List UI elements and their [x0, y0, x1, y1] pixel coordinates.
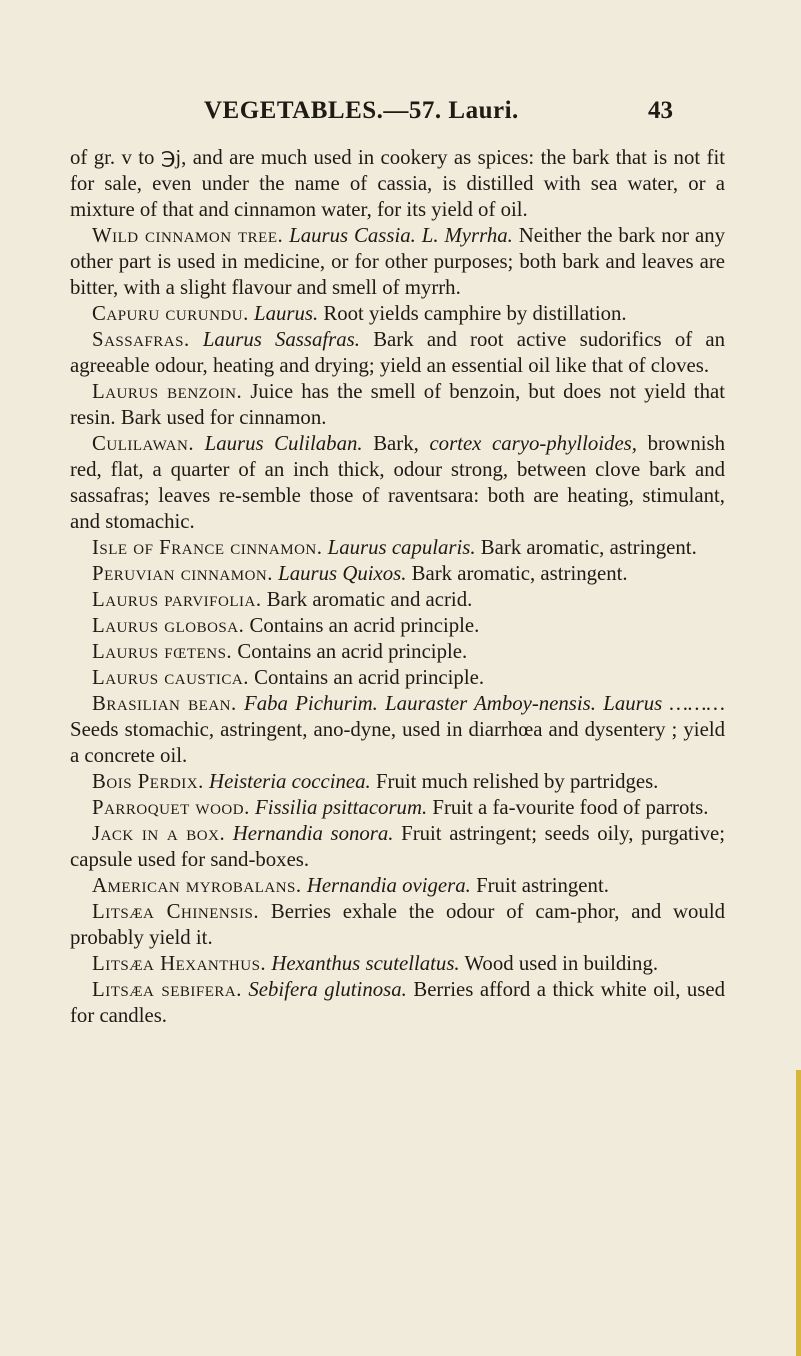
entry-text: Berries exhale the odour of cam-phor, and would probably yield it. — [70, 900, 726, 949]
entry-litsaea-hexanthus — [70, 951, 725, 977]
entry-text: Neither the bark nor any other part is used in medicine, or for other purposes; both bark and leaves are bitter, with a slight flavour and smell of myrrh. — [70, 224, 725, 299]
entry-name: Litsæa Hexanthus. — [92, 952, 267, 975]
entry-name: Laurus benzoin. — [92, 380, 243, 403]
entry-text: Bark aromatic and acrid. — [266, 588, 473, 611]
page-header — [0, 97, 801, 133]
entry-text-after: brownish red, flat, a quarter of an inch thick, odour strong, between clove bark and sassafras; leaves re-semble those of raventsara: both are heating, stimulant, and stomachic. — [70, 432, 725, 533]
entry-parroquet-wood — [70, 795, 725, 821]
entry-name: Parroquet wood. — [92, 796, 250, 819]
entry-text: Contains an acrid principle. — [237, 640, 468, 663]
entry-name: Sassafras. — [92, 328, 190, 351]
entry-latin: Hernandia ovigera. — [306, 874, 471, 897]
entry-isle-of-france — [70, 535, 725, 561]
entry-name: Laurus parvifolia. — [92, 588, 262, 611]
entry-laurus-parvifolia — [70, 587, 725, 613]
entry-latin: Laurus. — [254, 302, 319, 325]
entry-name: Culilawan. — [92, 432, 195, 455]
entry-text: Bark aromatic, astringent. — [411, 562, 628, 585]
entry-sassafras — [70, 327, 725, 379]
entry-latin: Laurus Quixos. — [278, 562, 407, 585]
entry-capuru — [70, 301, 725, 327]
entry-text: Wood used in building. — [464, 952, 659, 975]
entry-name: Litsæa Chinensis. — [92, 900, 260, 923]
entry-latin: Hexanthus scutellatus. — [271, 952, 460, 975]
entry-laurus-benzoin — [70, 379, 725, 431]
entry-name: Capuru curundu. — [92, 302, 249, 325]
entry-text: Bark, — [373, 432, 419, 455]
entry-text: Fruit much relished by partridges. — [375, 770, 659, 793]
entry-text: Fruit astringent. — [476, 874, 609, 897]
entry-name: Laurus fœtens. — [92, 640, 233, 663]
entry-culilawan — [70, 431, 725, 535]
entry-latin: Fissilia psittacorum. — [255, 796, 428, 819]
entry-text: Fruit a fa-vourite food of parrots. — [432, 796, 709, 819]
entry-wild-cinnamon — [70, 223, 725, 301]
entry-name: Brasilian bean. — [92, 692, 237, 715]
entry-bois-perdix — [70, 769, 725, 795]
entry-brasilian-bean — [70, 691, 725, 769]
entry-name: Litsæa sebifera. — [92, 978, 242, 1001]
entry-laurus-globosa — [70, 613, 725, 639]
entry-litsaea-chinensis — [70, 899, 725, 951]
entry-name: American myrobalans. — [92, 874, 302, 897]
entry-peruvian — [70, 561, 725, 587]
entry-text: Juice has the smell of benzoin, but does not yield that resin. Bark used for cinnamon. — [70, 380, 725, 429]
intro-paragraph: of gr. v to ℈j, and are much used in cookery as spices: the bark that is not fit for sale, even under the name of cassia, is distilled with sea water, or a mixture of that and cinnamon water, for its yield of oil. — [70, 146, 725, 221]
entry-latin: Hernandia sonora. — [232, 822, 394, 845]
page-number: 43 — [648, 97, 673, 124]
entry-jack-in-a-box — [70, 821, 725, 873]
entry-name: Isle of France cinnamon. — [92, 536, 323, 559]
entry-latin: Laurus Sassafras. — [202, 328, 360, 351]
entry-american-myrobalans — [70, 873, 725, 899]
entry-text: Seeds stomachic, astringent, ano-dyne, used in diarrhœa and dysentery ; yield a concrete oil. — [70, 718, 725, 767]
entry-name: Wild cinnamon tree. — [92, 224, 284, 247]
entry-laurus-foetens — [70, 639, 725, 665]
entry-latin: Heisteria coccinea. — [209, 770, 371, 793]
entry-text: Bark aromatic, astringent. — [480, 536, 697, 559]
entry-text: Contains an acrid principle. — [249, 614, 480, 637]
entry-latin: Laurus Cassia. L. Myrrha. — [289, 224, 513, 247]
entry-latin: Laurus capularis. — [327, 536, 476, 559]
entry-text: Fruit astringent; seeds oily, purgative; capsule used for sand-boxes. — [70, 822, 726, 871]
entry-text: Root yields camphire by distillation. — [323, 302, 627, 325]
entry-text-italic: cortex caryo-phylloides, — [429, 432, 637, 455]
entry-name: Laurus caustica. — [92, 666, 249, 689]
page-edge-marker — [796, 1070, 801, 1356]
body-text — [70, 145, 725, 1029]
running-head: VEGETABLES.—57. Lauri. — [204, 97, 519, 124]
entry-text: Bark and root active sudorifics of an agreeable odour, heating and drying; yield an essential oil like that of cloves. — [70, 328, 726, 377]
entry-name: Jack in a box. — [92, 822, 226, 845]
entry-latin: Faba Pichurim. Lauraster Amboy-nensis. Laurus ……… — [244, 692, 725, 715]
entry-name: Laurus globosa. — [92, 614, 245, 637]
entry-text: Contains an acrid principle. — [254, 666, 485, 689]
entry-name: Peruvian cinnamon. — [92, 562, 273, 585]
entry-litsaea-sebifera — [70, 977, 725, 1029]
entry-laurus-caustica — [70, 665, 725, 691]
entry-name: Bois Perdix. — [92, 770, 204, 793]
entry-latin: Sebifera glutinosa. — [248, 978, 407, 1001]
entry-latin: Laurus Culilaban. — [204, 432, 363, 455]
entry-text: Berries afford a thick white oil, used for candles. — [70, 978, 726, 1027]
